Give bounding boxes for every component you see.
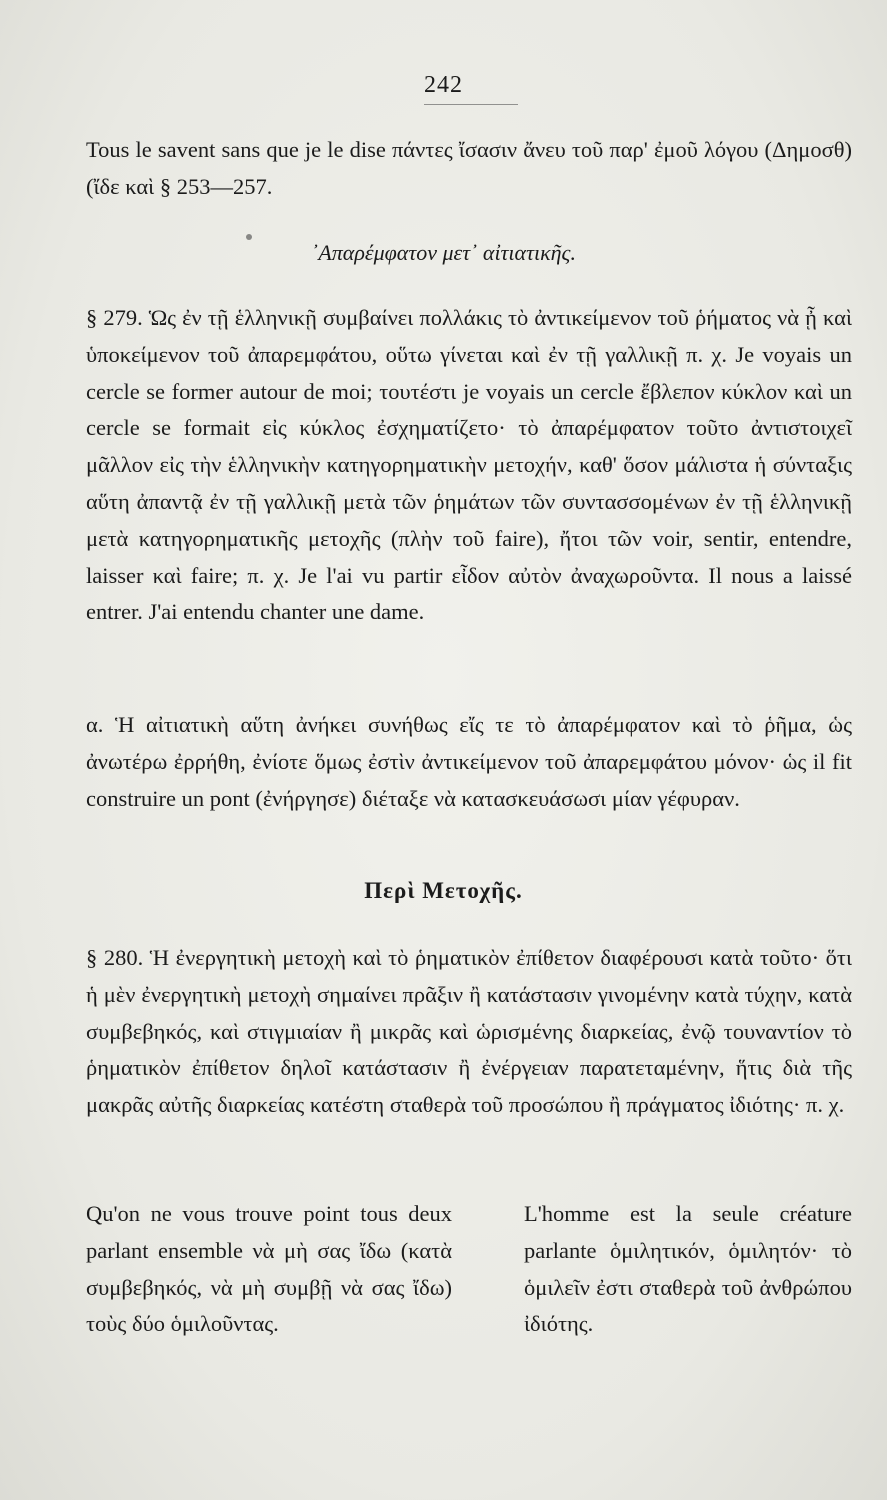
section-alpha-paragraph: α. Ἡ αἰτιατικὴ αὕτη ἀνήκει συνήθως εἴς τε τὸ ἀπαρέμφατον καὶ τὸ ῥῆμα, ὡς ἀνωτέρω ἐρρήθη, ἐνίοτε ὅμως ἐστὶν ἀντικείμενον τοῦ ἀπαρεμφάτου μόνον· ὡς il fit construire un pont (ἐνήργησε) διέταξε νὰ κατασκευάσωσι μίαν γέφυραν. [86, 712, 852, 811]
example-right-column: L'homme est la seule créature parlante ὁμιλητικόν, ὁμιλητόν· τὸ ὁμιλεῖν ἐστι σταθερὰ τοῦ ἀνθρώπου ἰδιότης. [524, 1201, 852, 1337]
section-280-paragraph: § 280. Ἡ ἐνεργητικὴ μετοχὴ καὶ τὸ ῥηματικὸν ἐπίθετον διαφέρουσι κατὰ τοῦτο· ὅτι ἡ μὲν ἐνεργητικὴ μετοχὴ σημαίνει πρᾶξιν ἢ κατάστασιν γινομένην κατὰ τύχην, κατὰ συμβεβηκός, καὶ στιγμιαίαν ἢ μικρᾶς καὶ ὡρισμένης διαρκείας, ἐνῷ τουναντίον τὸ ῥηματικὸν ἐπίθετον δηλοῖ κατάστασιν ἢ ἐνέργειαν παρατεταμένην, ἥτις διὰ τῆς μακρᾶς αὐτῆς διαρκείας κατέστη σταθερὰ τοῦ προσώπου ἢ πράγματος ἰδιότης· π. χ. [86, 945, 852, 1118]
page-number: 242 [424, 72, 463, 98]
heading-participle: Περὶ Μετοχῆς. [364, 878, 523, 903]
heading-infinitive-accusative: ᾿Απαρέμφατον μετ᾿ αἰτιατικῆς. [311, 240, 576, 265]
page-number-rule [424, 104, 518, 105]
intro-paragraph: Tous le savent sans que je le dise πάντες ἴσασιν ἄνευ τοῦ παρ' ἐμοῦ λόγου (Δημοσθ) (ἴδε καὶ § 253—257. [86, 137, 852, 199]
example-left-column: Qu'on ne vous trouve point tous deux parlant ensemble νὰ μὴ σας ἴδω (κατὰ συμβεβηκός, νὰ μὴ συμβῇ νὰ σας ἴδω) τοὺς δύο ὁμιλοῦντας. [86, 1201, 452, 1337]
section-279-paragraph: § 279. Ὡς ἐν τῇ ἑλληνικῇ συμβαίνει πολλάκις τὸ ἀντικείμενον τοῦ ῥήματος νὰ ᾖ καὶ ὑποκείμενον τοῦ ἀπαρεμφάτου, οὕτω γίνεται καὶ ἐν τῇ γαλλικῇ π. χ. Je voyais un cercle se former autour de moi; τουτέστι je voyais un cercle ἔβλεπον κύκλον καὶ un cercle se formait εἰς κύκλος ἐσχηματίζετο· τὸ ἀπαρέμφατον τοῦτο ἀντιστοιχεῖ μᾶλλον εἰς τὴν ἑλληνικὴν κατηγορηματικὴν μετοχήν, καθ' ὅσον μάλιστα ἡ σύνταξις αὕτη ἀπαντᾷ ἐν τῇ γαλλικῇ μετὰ τῶν ῥημάτων τῶν συντασσομένων ἐν τῇ ἑλληνικῇ μετὰ κατηγορηματικῆς μετοχῆς (πλὴν τοῦ faire), ἤτοι τῶν voir, sentir, entendre, laisser καὶ faire; π. χ. Je l'ai vu partir εἶδον αὐτὸν ἀναχωροῦντα. Il nous a laissé entrer. J'ai entendu chanter une dame. [86, 305, 852, 625]
